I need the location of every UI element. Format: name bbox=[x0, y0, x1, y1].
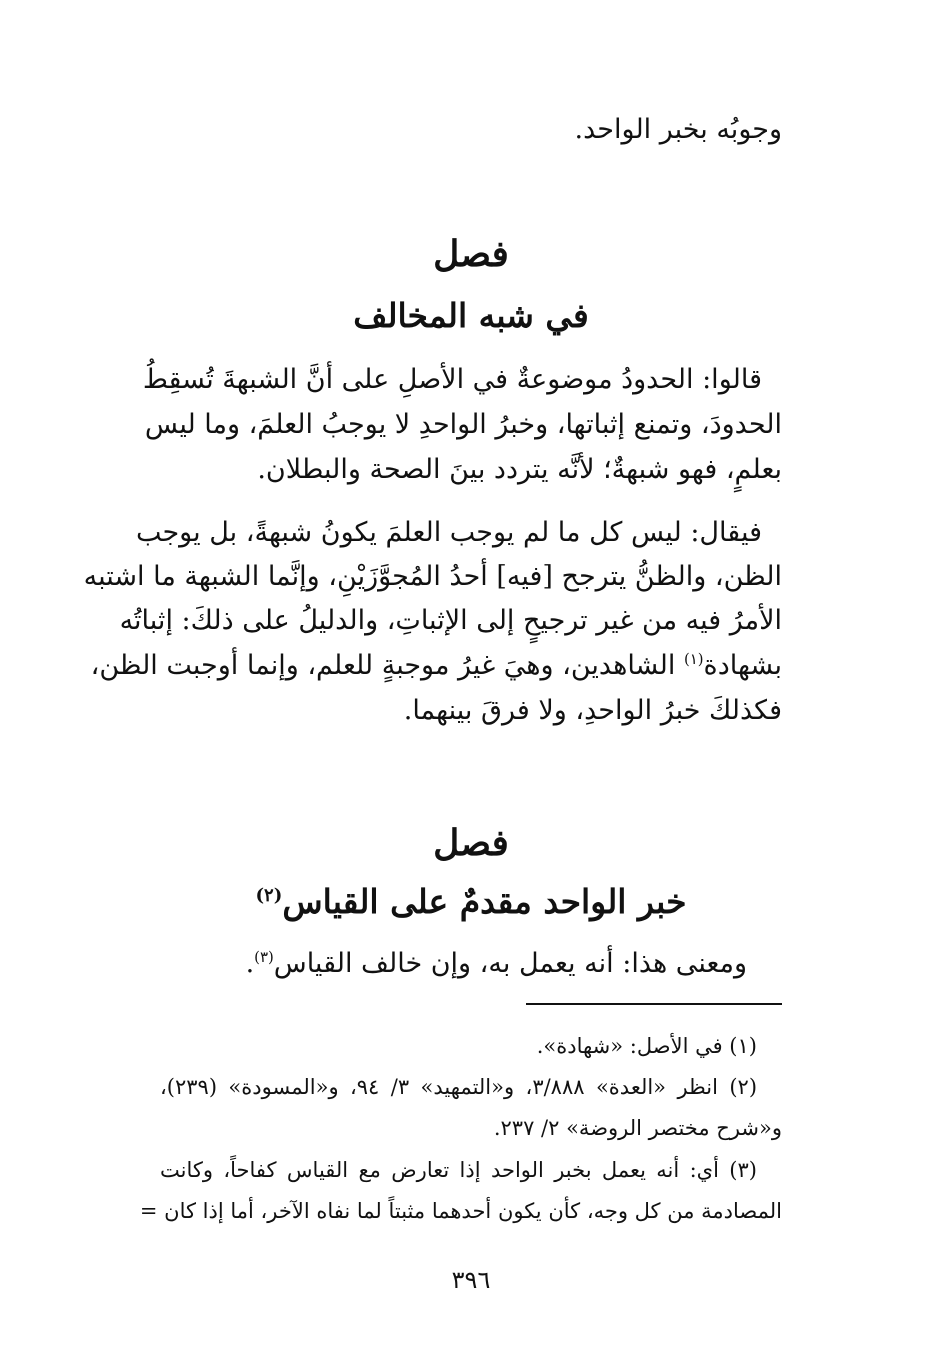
paragraph-2-line-4-start: بشهادة bbox=[703, 650, 782, 681]
paragraph-2-line-5: فكذلكَ خبرُ الواحدِ، ولا فرقَ بينهما. bbox=[403, 695, 782, 726]
page-number: ٣٩٦ bbox=[451, 1266, 491, 1294]
footnote-ref-3: (٣) bbox=[254, 948, 274, 966]
footnote-3-line-2: المصادمة من كل وجه، كأن يكون أحدهما مثبتاً لما نفاه الآخر، أما إذا كان = bbox=[139, 1199, 782, 1223]
section-heading-2: فصل bbox=[433, 822, 509, 864]
footnote-1: (١) في الأصل: «شهادة». bbox=[536, 1034, 757, 1058]
footnote-separator bbox=[526, 1003, 782, 1005]
section-2-paragraph-end: . bbox=[245, 948, 255, 979]
opening-line: وجوبُه بخبر الواحد. bbox=[574, 114, 782, 145]
paragraph-2-line-3: الأمرُ فيه من غير ترجيحٍ إلى الإثباتِ، والدليلُ على ذلكَ: إثباتُه bbox=[119, 605, 782, 636]
section-title-2-wrap bbox=[0, 882, 942, 921]
section-2-paragraph bbox=[160, 950, 747, 977]
section-heading-1: فصل bbox=[433, 233, 509, 275]
section-title-1: في شبه المخالف bbox=[353, 296, 589, 335]
section-2-paragraph-text: ومعنى هذا: أنه يعمل به، وإن خالف القياس bbox=[273, 948, 747, 979]
paragraph-1-line-3: بعلمٍ، فهو شبهةٌ؛ لأنَّه يتردد بينَ الصحة والبطلان. bbox=[257, 454, 782, 485]
footnote-2-line-1: (٢) انظر «العدة» ٣/٨٨٨، و«التمهيد» ٣/ ٩٤، و«المسودة» (٢٣٩)، bbox=[160, 1075, 758, 1099]
paragraph-2-line-4 bbox=[90, 650, 782, 681]
paragraph-1-line-2: الحدودَ، وتمنع إثباتها، وخبرُ الواحدِ لا يوجبُ العلمَ، وما ليس bbox=[144, 409, 782, 440]
paragraph-2-line-2: الظن، والظنُّ يترجح [فيه] أحدُ المُجوَّزَيْنِ، وإنَّما الشبهة ما اشتبه bbox=[83, 561, 782, 592]
section-title-2: خبر الواحد مقدمٌ على القياس bbox=[282, 882, 687, 921]
footnote-ref-2: (٢) bbox=[255, 885, 283, 906]
footnote-ref-1: (١) bbox=[683, 650, 704, 668]
paragraph-1-line-1: قالوا: الحدودُ موضوعةٌ في الأصلِ على أنَّ الشبهةَ تُسقِطُ bbox=[142, 364, 762, 395]
footnote-2-line-2: و«شرح مختصر الروضة» ٢/ ٢٣٧. bbox=[493, 1116, 782, 1140]
paragraph-2-line-1: فيقال: ليس كل ما لم يوجب العلمَ يكونُ شبهةً، بل يوجب bbox=[135, 517, 762, 548]
paragraph-2-line-4-end: الشاهدين، وهيَ غيرُ موجبةٍ للعلم، وإنما أوجبت الظن، bbox=[90, 650, 684, 681]
footnote-3-line-1: (٣) أي: أنه يعمل بخبر الواحد إذا تعارض مع القياس كفاحاً، وكانت bbox=[160, 1158, 757, 1182]
